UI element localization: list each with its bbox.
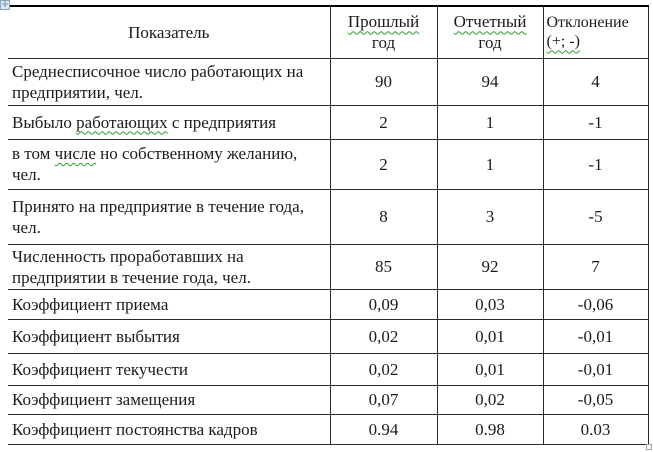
cell-deviation[interactable]: 0.03 (543, 414, 648, 444)
row-label-cell[interactable] (8, 189, 330, 244)
label-text: в том (12, 144, 55, 163)
header-cell-indicator[interactable] (8, 6, 330, 58)
table-resize-handle[interactable] (646, 444, 652, 450)
cell-previous-year[interactable]: 8 (330, 189, 437, 244)
label-text: но собственному желанию, чел. (12, 144, 298, 184)
header-report-word: Отчетный (453, 12, 527, 32)
table-row (8, 353, 648, 385)
row-label-cell[interactable] (8, 58, 330, 105)
table-row (8, 139, 648, 189)
cell-previous-year[interactable]: 0.94 (330, 414, 437, 444)
cell-previous-year[interactable]: 0,02 (330, 319, 437, 353)
cell-report-year[interactable]: 0,01 (437, 353, 543, 385)
cell-report-year[interactable]: 94 (437, 58, 543, 105)
personnel-indicators-table (8, 5, 649, 445)
row-label-cell[interactable] (8, 289, 330, 319)
table-row (8, 414, 648, 444)
cell-deviation[interactable]: 4 (543, 58, 648, 105)
row-label-cell[interactable] (8, 139, 330, 189)
cell-deviation[interactable]: -0,06 (543, 289, 648, 319)
cell-previous-year[interactable]: 0,02 (330, 353, 437, 385)
table-row (8, 105, 648, 139)
table-row (8, 189, 648, 244)
label-text: Коэффициент замещения (12, 390, 196, 409)
header-indicator-label: Показатель (128, 22, 210, 42)
label-text: Выбыло (12, 112, 77, 132)
cell-previous-year[interactable]: 85 (330, 244, 437, 289)
cell-previous-year[interactable]: 2 (330, 139, 437, 189)
cell-previous-year[interactable]: 90 (330, 58, 437, 105)
cell-report-year[interactable]: 1 (437, 139, 543, 189)
document-table-container (8, 5, 649, 445)
label-text: Коэффициент постоянства кадров (12, 419, 258, 439)
cell-report-year[interactable]: 0,01 (437, 319, 543, 353)
cell-deviation[interactable]: -1 (543, 139, 648, 189)
table-body (8, 58, 648, 444)
row-label-cell[interactable] (8, 353, 330, 385)
cell-report-year[interactable]: 3 (437, 189, 543, 244)
cell-previous-year[interactable]: 0,07 (330, 385, 437, 414)
cell-deviation[interactable]: -0,01 (543, 353, 648, 385)
label-text: Принято на предприятие в течение года, чел. (12, 196, 304, 237)
header-deviation-sign: (+; -) (546, 33, 580, 51)
cell-deviation[interactable]: 7 (543, 244, 648, 289)
header-cell-deviation[interactable] (543, 6, 648, 58)
table-move-handle-icon[interactable]: ✛ (1, 0, 9, 9)
row-label-cell[interactable] (8, 319, 330, 353)
cell-deviation[interactable]: -1 (543, 105, 648, 139)
table-row (8, 289, 648, 319)
row-label-cell[interactable] (8, 105, 330, 139)
table-row (8, 244, 648, 289)
cell-report-year[interactable]: 0,02 (437, 385, 543, 414)
label-text: Коэффициент приема (12, 294, 169, 314)
header-prev-year-word: год (371, 33, 396, 53)
label-text: с предприятия (167, 112, 277, 132)
label-text: Численность проработавших на предприятии в течение года, чел. (12, 246, 251, 287)
label-text: Коэффициент текучести (12, 359, 189, 379)
header-cell-previous-year[interactable] (330, 6, 437, 58)
table-header (8, 6, 648, 58)
header-report-year-word: год (478, 33, 502, 53)
header-row (8, 6, 648, 58)
row-label-cell[interactable] (8, 414, 330, 444)
row-label-cell[interactable] (8, 385, 330, 414)
cell-report-year[interactable]: 0.98 (437, 414, 543, 444)
cell-report-year[interactable]: 1 (437, 105, 543, 139)
cell-report-year[interactable]: 0,03 (437, 289, 543, 319)
misspelled-word: числе (54, 144, 96, 163)
table-row (8, 58, 648, 105)
cell-previous-year[interactable]: 2 (330, 105, 437, 139)
label-text: Среднесписочное число работающих на предприятии, чел. (12, 61, 304, 102)
cell-previous-year[interactable]: 0,09 (330, 289, 437, 319)
table-row (8, 319, 648, 353)
misspelled-word: работающих (76, 112, 168, 132)
row-label-cell[interactable] (8, 244, 330, 289)
header-prev-word: Прошлый (347, 12, 420, 32)
cell-deviation[interactable]: -0,01 (543, 319, 648, 353)
cell-deviation[interactable]: -5 (543, 189, 648, 244)
header-deviation-word: Отклонение (546, 14, 629, 32)
header-cell-report-year[interactable] (437, 6, 543, 58)
label-text: Коэффициент выбытия (12, 326, 180, 346)
cell-report-year[interactable]: 92 (437, 244, 543, 289)
table-row (8, 385, 648, 414)
cell-deviation[interactable]: -0,05 (543, 385, 648, 414)
